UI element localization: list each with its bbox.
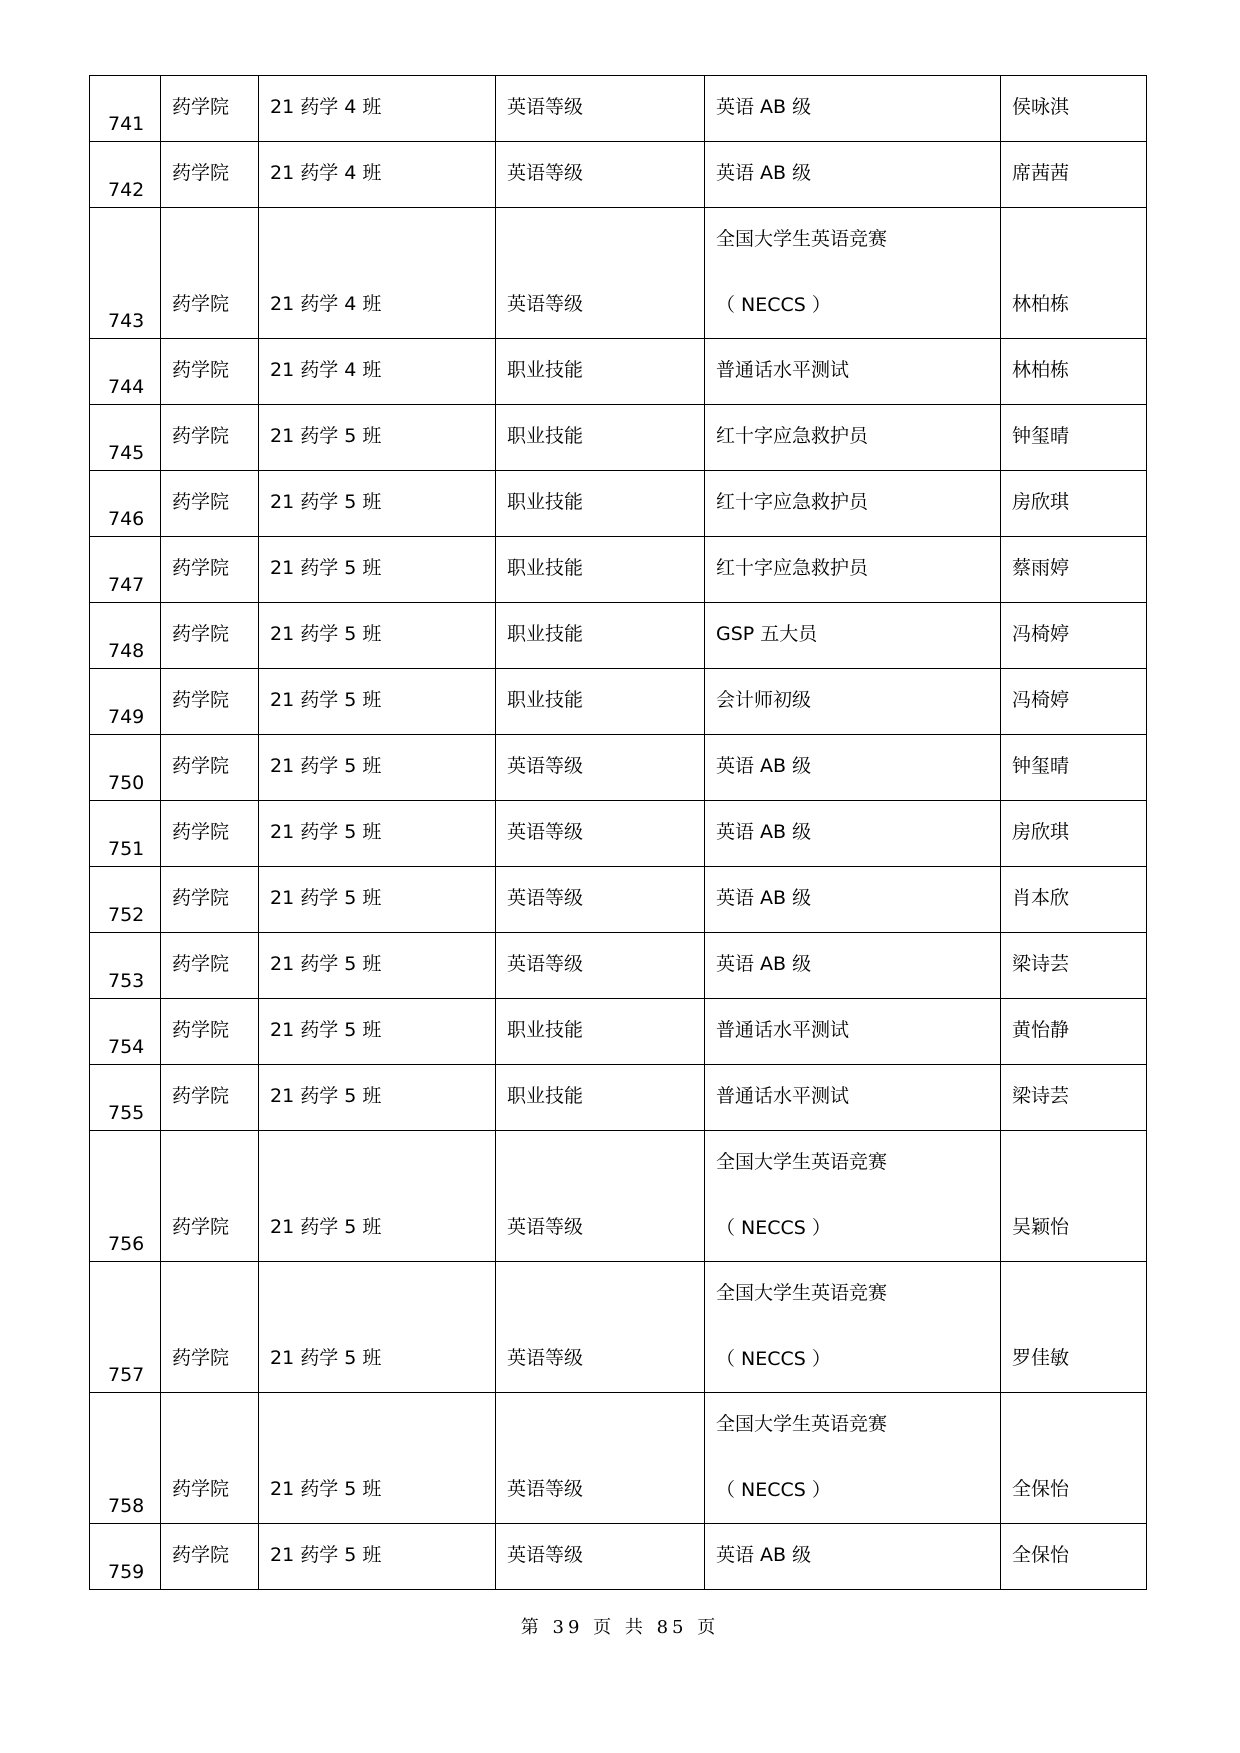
item-cell — [705, 801, 1001, 867]
class-cell — [259, 1065, 496, 1131]
student-name: 房欣琪 — [1012, 491, 1070, 513]
item-cell — [705, 76, 1001, 142]
class-cell — [259, 208, 496, 339]
category-cell — [496, 867, 705, 933]
student-name: 肖本欣 — [1012, 887, 1070, 909]
category-name: 英语等级 — [507, 162, 584, 184]
item-name: 英语 AB 级 — [716, 96, 812, 118]
college-cell — [161, 669, 259, 735]
class-cell — [259, 537, 496, 603]
item-name-line: （ NECCS ） — [716, 1348, 831, 1370]
row-number: 745 — [108, 442, 145, 464]
table-row — [90, 537, 1147, 603]
college-name: 药学院 — [172, 689, 230, 711]
class-cell — [259, 603, 496, 669]
table-row — [90, 1131, 1147, 1262]
item-name-line: （ NECCS ） — [716, 294, 831, 316]
number-cell — [90, 537, 161, 603]
table-row — [90, 76, 1147, 142]
item-name-line: 全国大学生英语竞赛 — [716, 228, 888, 250]
college-name: 药学院 — [172, 96, 230, 118]
row-number: 757 — [108, 1364, 145, 1386]
category-cell — [496, 801, 705, 867]
row-number: 755 — [108, 1102, 145, 1124]
table-row — [90, 208, 1147, 339]
student-cell — [1001, 1393, 1147, 1524]
row-number: 752 — [108, 904, 145, 926]
class-cell — [259, 142, 496, 208]
college-cell — [161, 603, 259, 669]
category-name: 英语等级 — [507, 1216, 584, 1238]
table-row — [90, 471, 1147, 537]
item-name: 红十字应急救护员 — [716, 425, 869, 447]
number-cell — [90, 471, 161, 537]
college-cell — [161, 801, 259, 867]
class-name: 21 药学 5 班 — [270, 557, 382, 579]
college-cell — [161, 1524, 259, 1590]
category-cell — [496, 669, 705, 735]
table-row — [90, 735, 1147, 801]
student-cell — [1001, 669, 1147, 735]
college-name: 药学院 — [172, 1478, 230, 1500]
item-name: 英语 AB 级 — [716, 1544, 812, 1566]
item-name: 红十字应急救护员 — [716, 491, 869, 513]
category-cell — [496, 1131, 705, 1262]
student-cell — [1001, 142, 1147, 208]
college-cell — [161, 1393, 259, 1524]
item-name-line: 全国大学生英语竞赛 — [716, 1413, 888, 1435]
class-name: 21 药学 5 班 — [270, 491, 382, 513]
row-number: 742 — [108, 179, 145, 201]
category-name: 英语等级 — [507, 887, 584, 909]
number-cell — [90, 933, 161, 999]
college-cell — [161, 1131, 259, 1262]
item-cell — [705, 537, 1001, 603]
table-row — [90, 801, 1147, 867]
item-name: GSP 五大员 — [716, 623, 818, 645]
number-cell — [90, 1065, 161, 1131]
category-cell — [496, 1262, 705, 1393]
class-name: 21 药学 5 班 — [270, 755, 382, 777]
number-cell — [90, 999, 161, 1065]
class-name: 21 药学 5 班 — [270, 1544, 382, 1566]
class-cell — [259, 339, 496, 405]
row-number: 743 — [108, 310, 145, 332]
number-cell — [90, 1262, 161, 1393]
category-name: 英语等级 — [507, 821, 584, 843]
item-cell — [705, 471, 1001, 537]
student-name: 吴颖怡 — [1012, 1216, 1070, 1238]
category-name: 职业技能 — [507, 425, 584, 447]
item-cell — [705, 603, 1001, 669]
number-cell — [90, 603, 161, 669]
college-cell — [161, 208, 259, 339]
class-name: 21 药学 5 班 — [270, 425, 382, 447]
table-row — [90, 933, 1147, 999]
item-name-line: （ NECCS ） — [716, 1479, 831, 1501]
student-name: 全保怡 — [1012, 1544, 1070, 1566]
table-row — [90, 1524, 1147, 1590]
category-name: 职业技能 — [507, 491, 584, 513]
item-name: 英语 AB 级 — [716, 755, 812, 777]
class-name: 21 药学 5 班 — [270, 887, 382, 909]
number-cell — [90, 867, 161, 933]
student-name: 席茜茜 — [1012, 162, 1070, 184]
table-row — [90, 339, 1147, 405]
table-row — [90, 142, 1147, 208]
item-name: 普通话水平测试 — [716, 1085, 850, 1107]
college-name: 药学院 — [172, 425, 230, 447]
category-name: 职业技能 — [507, 623, 584, 645]
student-name: 林柏栋 — [1012, 293, 1070, 315]
item-name: 英语 AB 级 — [716, 887, 812, 909]
college-name: 药学院 — [172, 1216, 230, 1238]
item-name-line: 全国大学生英语竞赛 — [716, 1151, 888, 1173]
class-cell — [259, 801, 496, 867]
row-number: 754 — [108, 1036, 145, 1058]
student-cell — [1001, 1524, 1147, 1590]
class-cell — [259, 1262, 496, 1393]
row-number: 746 — [108, 508, 145, 530]
number-cell — [90, 1131, 161, 1262]
records-table-body — [90, 76, 1147, 1590]
college-name: 药学院 — [172, 1347, 230, 1369]
student-name: 梁诗芸 — [1012, 1085, 1070, 1107]
number-cell — [90, 1393, 161, 1524]
item-name: 英语 AB 级 — [716, 821, 812, 843]
college-name: 药学院 — [172, 1085, 230, 1107]
student-name: 林柏栋 — [1012, 359, 1070, 381]
category-name: 英语等级 — [507, 953, 584, 975]
class-name: 21 药学 5 班 — [270, 623, 382, 645]
number-cell — [90, 208, 161, 339]
class-name: 21 药学 5 班 — [270, 821, 382, 843]
college-cell — [161, 76, 259, 142]
category-cell — [496, 142, 705, 208]
student-cell — [1001, 405, 1147, 471]
number-cell — [90, 669, 161, 735]
student-cell — [1001, 999, 1147, 1065]
college-cell — [161, 537, 259, 603]
table-row — [90, 999, 1147, 1065]
category-cell — [496, 76, 705, 142]
college-name: 药学院 — [172, 887, 230, 909]
category-cell — [496, 471, 705, 537]
item-name: 英语 AB 级 — [716, 953, 812, 975]
class-cell — [259, 471, 496, 537]
student-cell — [1001, 339, 1147, 405]
number-cell — [90, 142, 161, 208]
college-name: 药学院 — [172, 821, 230, 843]
college-name: 药学院 — [172, 162, 230, 184]
class-cell — [259, 999, 496, 1065]
number-cell — [90, 339, 161, 405]
college-cell — [161, 735, 259, 801]
row-number: 744 — [108, 376, 145, 398]
category-name: 职业技能 — [507, 1019, 584, 1041]
item-cell — [705, 1065, 1001, 1131]
item-name: 普通话水平测试 — [716, 1019, 850, 1041]
student-name: 黄怡静 — [1012, 1019, 1070, 1041]
category-cell — [496, 933, 705, 999]
item-cell — [705, 1524, 1001, 1590]
student-name: 冯椅婷 — [1012, 689, 1070, 711]
college-name: 药学院 — [172, 359, 230, 381]
item-cell — [705, 669, 1001, 735]
class-cell — [259, 76, 496, 142]
row-number: 753 — [108, 970, 145, 992]
student-name: 房欣琪 — [1012, 821, 1070, 843]
student-name: 钟玺晴 — [1012, 755, 1070, 777]
item-cell — [705, 933, 1001, 999]
college-cell — [161, 471, 259, 537]
college-name: 药学院 — [172, 953, 230, 975]
class-cell — [259, 1393, 496, 1524]
row-number: 751 — [108, 838, 145, 860]
row-number: 759 — [108, 1561, 145, 1583]
student-cell — [1001, 1065, 1147, 1131]
item-cell — [705, 405, 1001, 471]
category-name: 职业技能 — [507, 689, 584, 711]
college-cell — [161, 405, 259, 471]
row-number: 747 — [108, 574, 145, 596]
college-cell — [161, 867, 259, 933]
student-cell — [1001, 867, 1147, 933]
records-table — [89, 75, 1147, 1590]
college-name: 药学院 — [172, 557, 230, 579]
class-name: 21 药学 5 班 — [270, 689, 382, 711]
table-row — [90, 669, 1147, 735]
college-name: 药学院 — [172, 293, 230, 315]
item-name-line: 全国大学生英语竞赛 — [716, 1282, 888, 1304]
student-cell — [1001, 933, 1147, 999]
category-cell — [496, 735, 705, 801]
category-name: 英语等级 — [507, 1544, 584, 1566]
table-row — [90, 603, 1147, 669]
row-number: 748 — [108, 640, 145, 662]
college-cell — [161, 1065, 259, 1131]
class-name: 21 药学 4 班 — [270, 293, 382, 315]
item-cell — [705, 142, 1001, 208]
college-cell — [161, 933, 259, 999]
category-name: 英语等级 — [507, 1478, 584, 1500]
class-cell — [259, 735, 496, 801]
class-name: 21 药学 4 班 — [270, 162, 382, 184]
category-name: 英语等级 — [507, 1347, 584, 1369]
row-number: 750 — [108, 772, 145, 794]
college-name: 药学院 — [172, 623, 230, 645]
student-name: 梁诗芸 — [1012, 953, 1070, 975]
student-name: 钟玺晴 — [1012, 425, 1070, 447]
item-name-line: （ NECCS ） — [716, 1217, 831, 1239]
class-cell — [259, 669, 496, 735]
table-row — [90, 405, 1147, 471]
class-name: 21 药学 5 班 — [270, 1216, 382, 1238]
row-number: 758 — [108, 1495, 145, 1517]
class-name: 21 药学 5 班 — [270, 1478, 382, 1500]
category-cell — [496, 537, 705, 603]
class-name: 21 药学 5 班 — [270, 953, 382, 975]
college-name: 药学院 — [172, 491, 230, 513]
category-name: 英语等级 — [507, 96, 584, 118]
item-name: 红十字应急救护员 — [716, 557, 869, 579]
number-cell — [90, 1524, 161, 1590]
number-cell — [90, 76, 161, 142]
item-cell — [705, 735, 1001, 801]
student-name: 全保怡 — [1012, 1478, 1070, 1500]
class-name: 21 药学 5 班 — [270, 1085, 382, 1107]
number-cell — [90, 801, 161, 867]
category-name: 职业技能 — [507, 359, 584, 381]
class-cell — [259, 933, 496, 999]
category-cell — [496, 1524, 705, 1590]
college-cell — [161, 999, 259, 1065]
student-cell — [1001, 471, 1147, 537]
table-row — [90, 1065, 1147, 1131]
category-name: 英语等级 — [507, 755, 584, 777]
category-name: 职业技能 — [507, 557, 584, 579]
class-cell — [259, 1131, 496, 1262]
college-name: 药学院 — [172, 1019, 230, 1041]
student-cell — [1001, 537, 1147, 603]
student-cell — [1001, 208, 1147, 339]
item-name: 会计师初级 — [716, 689, 812, 711]
student-cell — [1001, 1262, 1147, 1393]
item-name: 普通话水平测试 — [716, 359, 850, 381]
student-cell — [1001, 603, 1147, 669]
item-name: 英语 AB 级 — [716, 162, 812, 184]
item-cell — [705, 999, 1001, 1065]
class-cell — [259, 867, 496, 933]
student-name: 侯咏淇 — [1012, 96, 1070, 118]
row-number: 756 — [108, 1233, 145, 1255]
category-cell — [496, 603, 705, 669]
item-cell — [705, 339, 1001, 405]
class-name: 21 药学 4 班 — [270, 96, 382, 118]
college-name: 药学院 — [172, 1544, 230, 1566]
college-cell — [161, 142, 259, 208]
class-name: 21 药学 4 班 — [270, 359, 382, 381]
category-cell — [496, 1393, 705, 1524]
college-name: 药学院 — [172, 755, 230, 777]
class-name: 21 药学 5 班 — [270, 1347, 382, 1369]
item-cell — [705, 867, 1001, 933]
page-number-footer: 第 39 页 共 85 页 — [520, 1617, 720, 1638]
item-cell — [705, 1131, 1001, 1262]
student-cell — [1001, 801, 1147, 867]
document-table-container — [89, 75, 1147, 1590]
category-cell — [496, 208, 705, 339]
row-number: 749 — [108, 706, 145, 728]
table-row — [90, 867, 1147, 933]
student-name: 罗佳敏 — [1012, 1347, 1070, 1369]
student-name: 冯椅婷 — [1012, 623, 1070, 645]
number-cell — [90, 405, 161, 471]
class-cell — [259, 405, 496, 471]
category-cell — [496, 1065, 705, 1131]
row-number: 741 — [108, 113, 145, 135]
item-cell — [705, 1393, 1001, 1524]
number-cell — [90, 735, 161, 801]
table-row — [90, 1262, 1147, 1393]
college-cell — [161, 1262, 259, 1393]
item-cell — [705, 1262, 1001, 1393]
category-name: 英语等级 — [507, 293, 584, 315]
category-cell — [496, 405, 705, 471]
student-cell — [1001, 1131, 1147, 1262]
student-name: 蔡雨婷 — [1012, 557, 1070, 579]
class-name: 21 药学 5 班 — [270, 1019, 382, 1041]
student-cell — [1001, 735, 1147, 801]
item-cell — [705, 208, 1001, 339]
category-cell — [496, 339, 705, 405]
category-name: 职业技能 — [507, 1085, 584, 1107]
college-cell — [161, 339, 259, 405]
class-cell — [259, 1524, 496, 1590]
student-cell — [1001, 76, 1147, 142]
table-row — [90, 1393, 1147, 1524]
category-cell — [496, 999, 705, 1065]
